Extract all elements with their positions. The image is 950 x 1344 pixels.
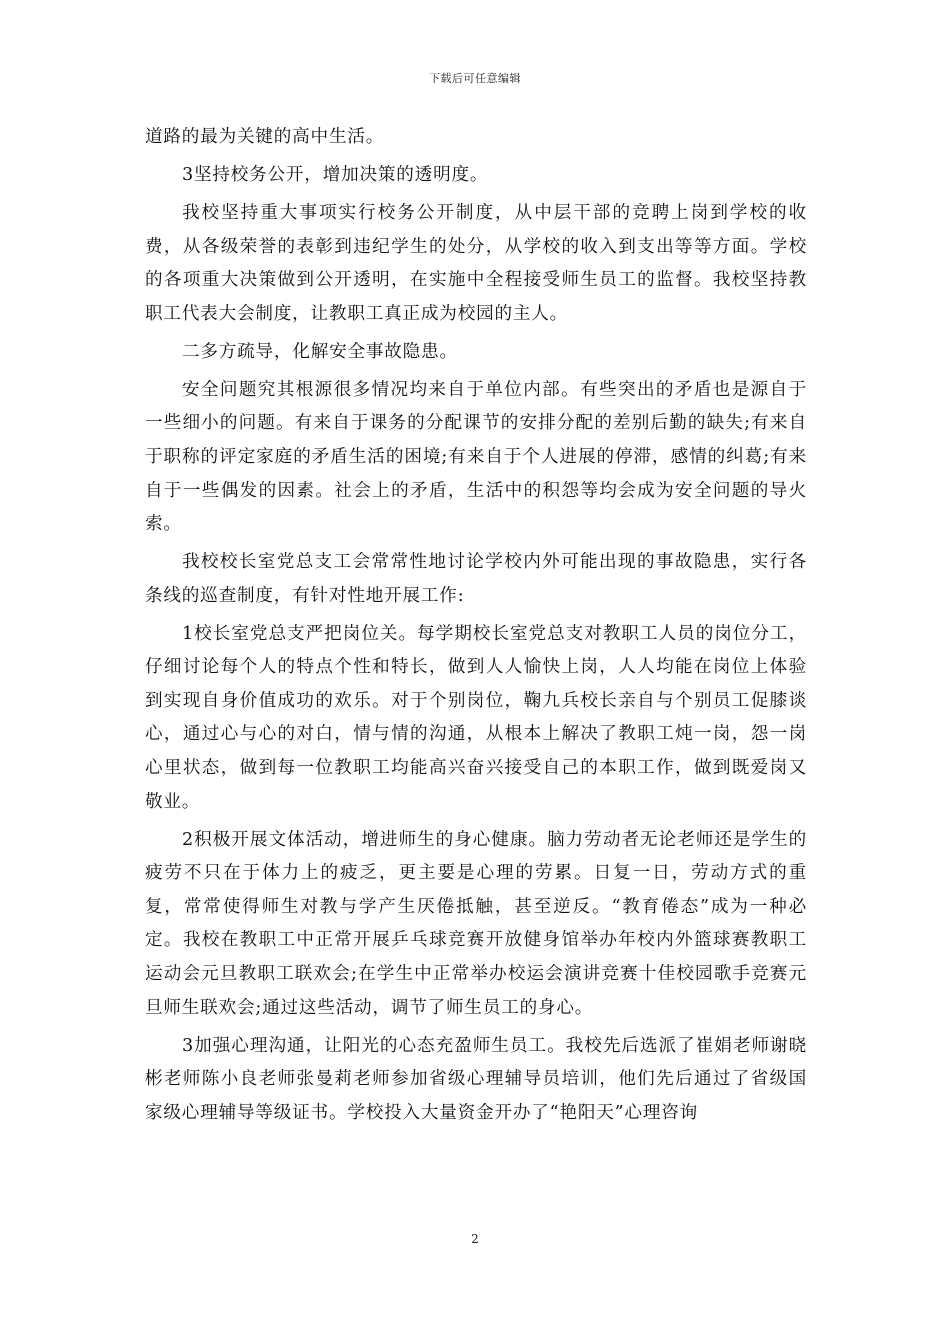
paragraph-heading-transparency: 3坚持校务公开，增加决策的透明度。 [181, 164, 489, 185]
document-body [145, 121, 807, 1135]
paragraph-open-affairs: 我校坚持重大事项实行校务公开制度，从中层干部的竞聘上岗到学校的收费，从各级荣誉的表彰到违纪学生的处分，从学校的收入到支出等等方面。学校的各项重大决策做到公开透明，在实施中全程接受师生员工的监督。我校坚持教职工代表大会制度，让教职工真正成为校园的主人。 [145, 202, 807, 324]
paragraph-heading-safety: 二多方疏导，化解安全事故隐患。 [181, 341, 458, 362]
paragraph-psychological-communication: 3加强心理沟通，让阳光的心态充盈师生员工。我校先后选派了崔娟老师谢晓彬老师陈小良老师张曼莉老师参加省级心理辅导员培训，他们先后通过了省级国家级心理辅导等级证书。学校投入大量资金开办了“艳阳天”心理咨询 [145, 1035, 807, 1123]
page-number: 2 [471, 1232, 479, 1246]
paragraph-post-control: 1校长室党总支严把岗位关。每学期校长室党总支对教职工人员的岗位分工，仔细讨论每个人的特点个性和特长，做到人人愉快上岗，人人均能在岗位上体验到实现自身价值成功的欢乐。对于个别岗位，鞠九兵校长亲自与个别员工促膝谈心，通过心与心的对白，情与情的沟通，从根本上解决了教职工炖一岗，怨一岗心里状态，做到每一位教职工均能高兴奋兴接受自己的本职工作，做到既爱岗又敬业。 [145, 623, 807, 812]
header-note: 下载后可任意编辑 [429, 72, 521, 85]
paragraph-continuation: 道路的最为关键的高中生活。 [145, 127, 385, 147]
paragraph-patrol-system: 我校校长室党总支工会常常性地讨论学校内外可能出现的事故隐患，实行各条线的巡查制度，有针对性地开展工作: [145, 552, 807, 606]
paragraph-sports-activities: 2积极开展文体活动，增进师生的身心健康。脑力劳动者无论老师还是学生的疲劳不只在于体力上的疲乏，更主要是心理的劳累。日复一日，劳动方式的重复，常常使得师生对教与学产生厌倦抵触，甚至逆反。“教育倦态”成为一种必定。我校在教职工中正常开展乒乓球竞赛开放健身馆举办年校内外篮球赛教职工运动会元旦教职工联欢会;在学生中正常举办校运会演讲竞赛十佳校园歌手竞赛元旦师生联欢会;通过这些活动，调节了师生员工的身心。 [145, 829, 807, 1018]
paragraph-safety-roots: 安全问题究其根源很多情况均来自于单位内部。有些突出的矛盾也是源自于一些细小的问题。有来自于课务的分配课节的安排分配的差别后勤的缺失;有来自于职称的评定家庭的矛盾生活的困境;有来自于个人进展的停滞，感情的纠葛;有来自于一些偶发的因素。社会上的矛盾，生活中的积怨等均会成为安全问题的导火索。 [145, 379, 807, 535]
